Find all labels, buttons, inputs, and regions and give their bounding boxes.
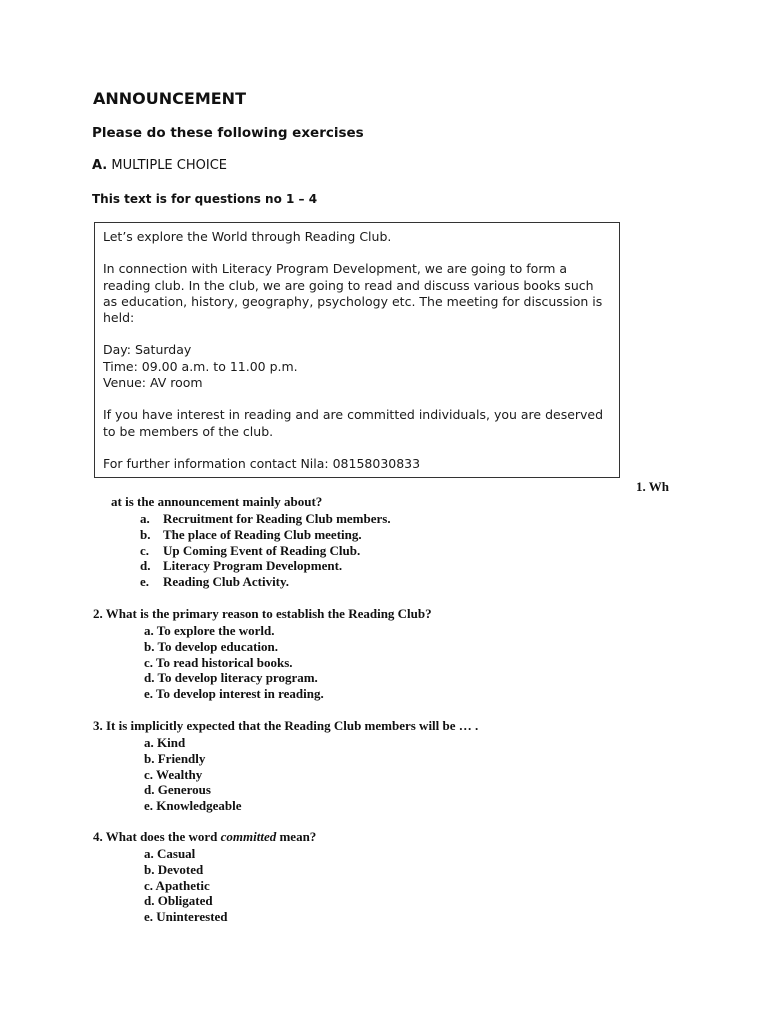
option: d. To develop literacy program. xyxy=(144,670,318,686)
option: b. To develop education. xyxy=(144,638,279,654)
question-2-text: 2. What is the primary reason to establish the Reading Club? xyxy=(93,606,432,621)
question-3-options xyxy=(144,735,242,814)
meeting-venue: Venue: AV room xyxy=(103,375,203,391)
option: c. Up Coming Event of Reading Club. xyxy=(140,542,361,558)
announcement-paragraph: In connection with Literacy Program Development, we are going to form a reading club. In the club, we are going to read and discuss various books such as education, history, geography, psychology etc. The meeting for discussion is held: xyxy=(103,261,603,326)
announcement-box xyxy=(94,222,620,478)
option: d. Generous xyxy=(144,782,211,798)
option: a. To explore the world. xyxy=(144,623,275,638)
section-letter: A. xyxy=(92,158,108,173)
option: b. Friendly xyxy=(144,750,206,766)
question-4-options xyxy=(144,846,228,925)
option: b. The place of Reading Club meeting. xyxy=(140,526,362,542)
section-heading xyxy=(92,158,227,173)
option: c. To read historical books. xyxy=(144,654,293,670)
question-1-start: 1. Wh xyxy=(636,479,669,494)
emphasized-word: committed xyxy=(220,829,277,844)
contact-line: For further information contact Nila: 08158030833 xyxy=(103,455,421,471)
meeting-day: Day: Saturday xyxy=(103,342,192,358)
option: e. Knowledgeable xyxy=(144,798,242,814)
option: e. To develop interest in reading. xyxy=(144,686,324,702)
question-2-options xyxy=(144,623,324,702)
option: e. Uninterested xyxy=(144,909,228,925)
question-1-text: at is the announcement mainly about? xyxy=(111,494,323,509)
question-3-text: 3. It is implicitly expected that the Reading Club members will be … . xyxy=(93,718,479,733)
option: c. Apathetic xyxy=(144,877,210,893)
question-1-options xyxy=(140,511,391,590)
option: a. Recruitment for Reading Club members. xyxy=(140,511,391,526)
meeting-time: Time: 09.00 a.m. to 11.00 p.m. xyxy=(103,358,298,374)
text-note: This text is for questions no 1 – 4 xyxy=(92,192,318,206)
option: d. Obligated xyxy=(144,893,213,909)
option: e. Reading Club Activity. xyxy=(140,574,290,590)
option: c. Wealthy xyxy=(144,766,203,782)
instruction-text: Please do these following exercises xyxy=(92,125,364,141)
question-4-text: 4. What does the word committed mean? xyxy=(93,829,317,844)
announcement-headline: Let’s explore the World through Reading Club. xyxy=(103,229,392,244)
page-title: ANNOUNCEMENT xyxy=(93,89,246,108)
membership-paragraph: If you have interest in reading and are committed individuals, you are deserved to be members of the club. xyxy=(103,407,604,439)
section-title: MULTIPLE CHOICE xyxy=(111,158,227,173)
option: a. Kind xyxy=(144,735,186,750)
option: a. Casual xyxy=(144,846,196,861)
option: b. Devoted xyxy=(144,861,204,877)
option: d. Literacy Program Development. xyxy=(140,558,343,574)
